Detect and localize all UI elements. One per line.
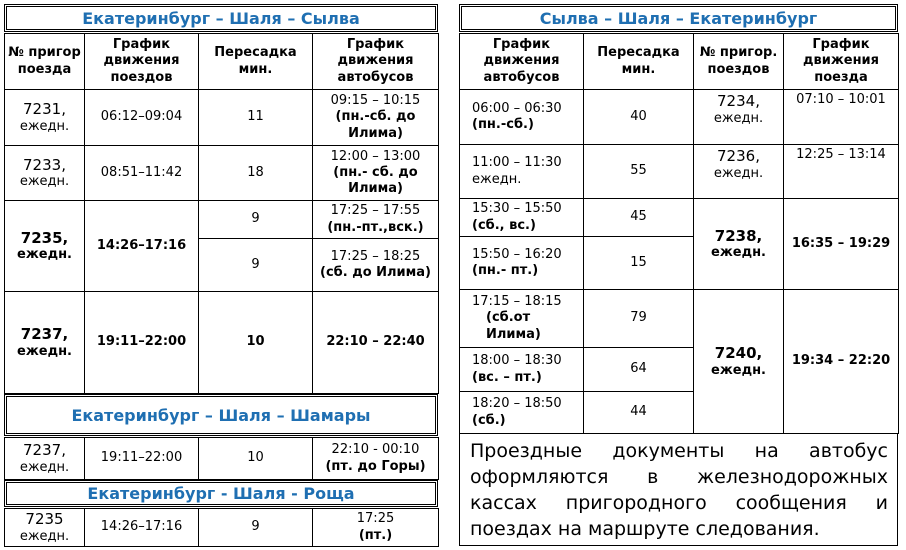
- train-frequency: ежедн.: [711, 362, 766, 378]
- table-row: [460, 145, 899, 199]
- shamary-title: Екатеринбург – Шаля – Шамары: [4, 394, 438, 436]
- transfer-minutes: 10: [199, 438, 313, 480]
- bus-note: (пн.- сб. до Илима): [333, 164, 418, 197]
- roscha-table: [4, 508, 439, 547]
- train-times: 19:34 – 22:20: [784, 290, 899, 434]
- train-times: 19:11–22:00: [85, 292, 199, 394]
- train-number: 7238,: [714, 226, 763, 245]
- train-times: 14:26–17:16: [85, 201, 199, 292]
- bus-times: 17:25: [356, 511, 395, 527]
- bus-note: (пт. до Горы): [325, 458, 426, 474]
- bus-times: 22:10 – 22:40: [313, 292, 439, 394]
- train-frequency: ежедн.: [713, 165, 764, 181]
- header-train-number: № пригор. поездов: [694, 34, 784, 90]
- table-row: [5, 509, 439, 547]
- transfer-minutes: 9: [199, 201, 313, 239]
- train-number: 7231,: [23, 100, 66, 118]
- header-bus-schedule: График движения автобусов: [313, 34, 439, 90]
- table-row: [5, 146, 439, 201]
- train-frequency: ежедн.: [19, 459, 70, 475]
- train-times: 14:26–17:16: [85, 509, 199, 547]
- bus-times: 15:30 – 15:50: [472, 201, 562, 217]
- bus-times: 17:15 – 18:15: [472, 294, 562, 310]
- transfer-minutes: 9: [199, 239, 313, 292]
- header-transfer: Пересадка мин.: [199, 34, 313, 90]
- bus-note: (пн.-сб. до Илима): [335, 109, 416, 141]
- bus-note: (пт.): [358, 527, 393, 543]
- train-times: 06:12–09:04: [85, 90, 199, 146]
- bus-note: (пн.-сб.): [472, 117, 534, 132]
- bus-times: 06:00 – 06:30: [472, 100, 562, 116]
- train-frequency: ежедн.: [19, 174, 70, 190]
- table-row: [460, 199, 899, 237]
- bus-times: 09:15 – 10:15: [330, 93, 421, 109]
- header-train-schedule: График движения поезда: [784, 34, 899, 90]
- bus-times: 17:25 – 18:25: [330, 248, 421, 264]
- bus-note: (вс. – пт.): [472, 369, 542, 385]
- bus-times: 18:00 – 18:30: [472, 353, 562, 369]
- transfer-minutes: 11: [199, 90, 313, 146]
- table-row: [460, 90, 899, 145]
- right-schedule-table: [459, 33, 899, 434]
- notice-text: Проездные документы на автобус оформляются в железнодорожных кассах пригородного сообщения и поездах на маршруте следования.: [470, 440, 888, 540]
- train-times: 12:25 – 13:14: [784, 145, 899, 199]
- train-frequency: ежедн.: [713, 110, 764, 126]
- bus-times: 11:00 – 11:30: [472, 155, 562, 171]
- header-train-schedule: График движения поездов: [85, 34, 199, 90]
- train-number: 7237,: [23, 441, 66, 459]
- bus-note: (пн.-пт.,вск.): [327, 219, 424, 235]
- train-times: 08:51–11:42: [85, 146, 199, 201]
- train-times: 16:35 – 19:29: [784, 199, 899, 290]
- table-row: [5, 201, 439, 239]
- transfer-minutes: 64: [584, 348, 694, 392]
- bus-times: 12:00 – 13:00: [330, 148, 421, 164]
- header-transfer: Пересадка мин.: [584, 34, 694, 90]
- transfer-minutes: 18: [199, 146, 313, 201]
- bus-note: (сб.от Илима): [486, 310, 541, 342]
- bus-times: 15:50 – 16:20: [472, 246, 562, 262]
- bus-note: (сб., вс.): [472, 217, 536, 233]
- roscha-title: Екатеринбург - Шаля - Роща: [4, 480, 438, 507]
- train-times: 19:11–22:00: [85, 438, 199, 480]
- header-bus-schedule: График движения автобусов: [460, 34, 584, 90]
- train-number: 7234,: [717, 92, 760, 110]
- train-frequency: ежедн.: [711, 245, 766, 261]
- bus-note: ежедн.: [472, 171, 522, 187]
- train-frequency: ежедн.: [19, 118, 70, 134]
- bus-note: (пн.- пт.): [472, 263, 539, 278]
- transfer-minutes: 45: [584, 199, 694, 237]
- left-schedule-table: [4, 33, 439, 394]
- train-frequency: ежедн.: [19, 528, 70, 544]
- train-times: 07:10 – 10:01: [784, 90, 899, 145]
- train-frequency: ежедн.: [17, 343, 72, 359]
- right-title: Сылва – Шаля – Екатеринбург: [459, 4, 898, 32]
- bus-times: 22:10 - 00:10: [331, 442, 420, 458]
- transfer-minutes: 10: [199, 292, 313, 394]
- transfer-minutes: 9: [199, 509, 313, 547]
- table-row: [5, 292, 439, 394]
- left-title: Екатеринбург – Шаля – Сылва: [4, 4, 438, 32]
- bus-note: (сб. до Илима): [320, 265, 431, 280]
- train-number: 7235: [25, 510, 64, 528]
- header-train-number: № пригор поезда: [5, 34, 85, 90]
- bus-times: 17:25 – 17:55: [330, 203, 421, 219]
- train-number: 7237,: [20, 325, 69, 343]
- train-number: 7233,: [23, 155, 66, 174]
- transfer-minutes: 40: [584, 90, 694, 145]
- transfer-minutes: 79: [584, 290, 694, 348]
- bus-note: (сб.): [472, 412, 506, 428]
- notice-box: [459, 433, 898, 546]
- table-row: [460, 290, 899, 348]
- train-frequency: ежедн.: [17, 247, 72, 263]
- transfer-minutes: 44: [584, 392, 694, 434]
- train-number: 7236,: [717, 147, 760, 165]
- train-number: 7240,: [714, 344, 763, 362]
- train-number: 7235,: [20, 228, 69, 247]
- table-row: [5, 90, 439, 146]
- bus-times: 18:20 – 18:50: [472, 396, 562, 412]
- transfer-minutes: 55: [584, 145, 694, 199]
- table-row: [5, 438, 439, 480]
- transfer-minutes: 15: [584, 237, 694, 290]
- shamary-table: [4, 437, 439, 480]
